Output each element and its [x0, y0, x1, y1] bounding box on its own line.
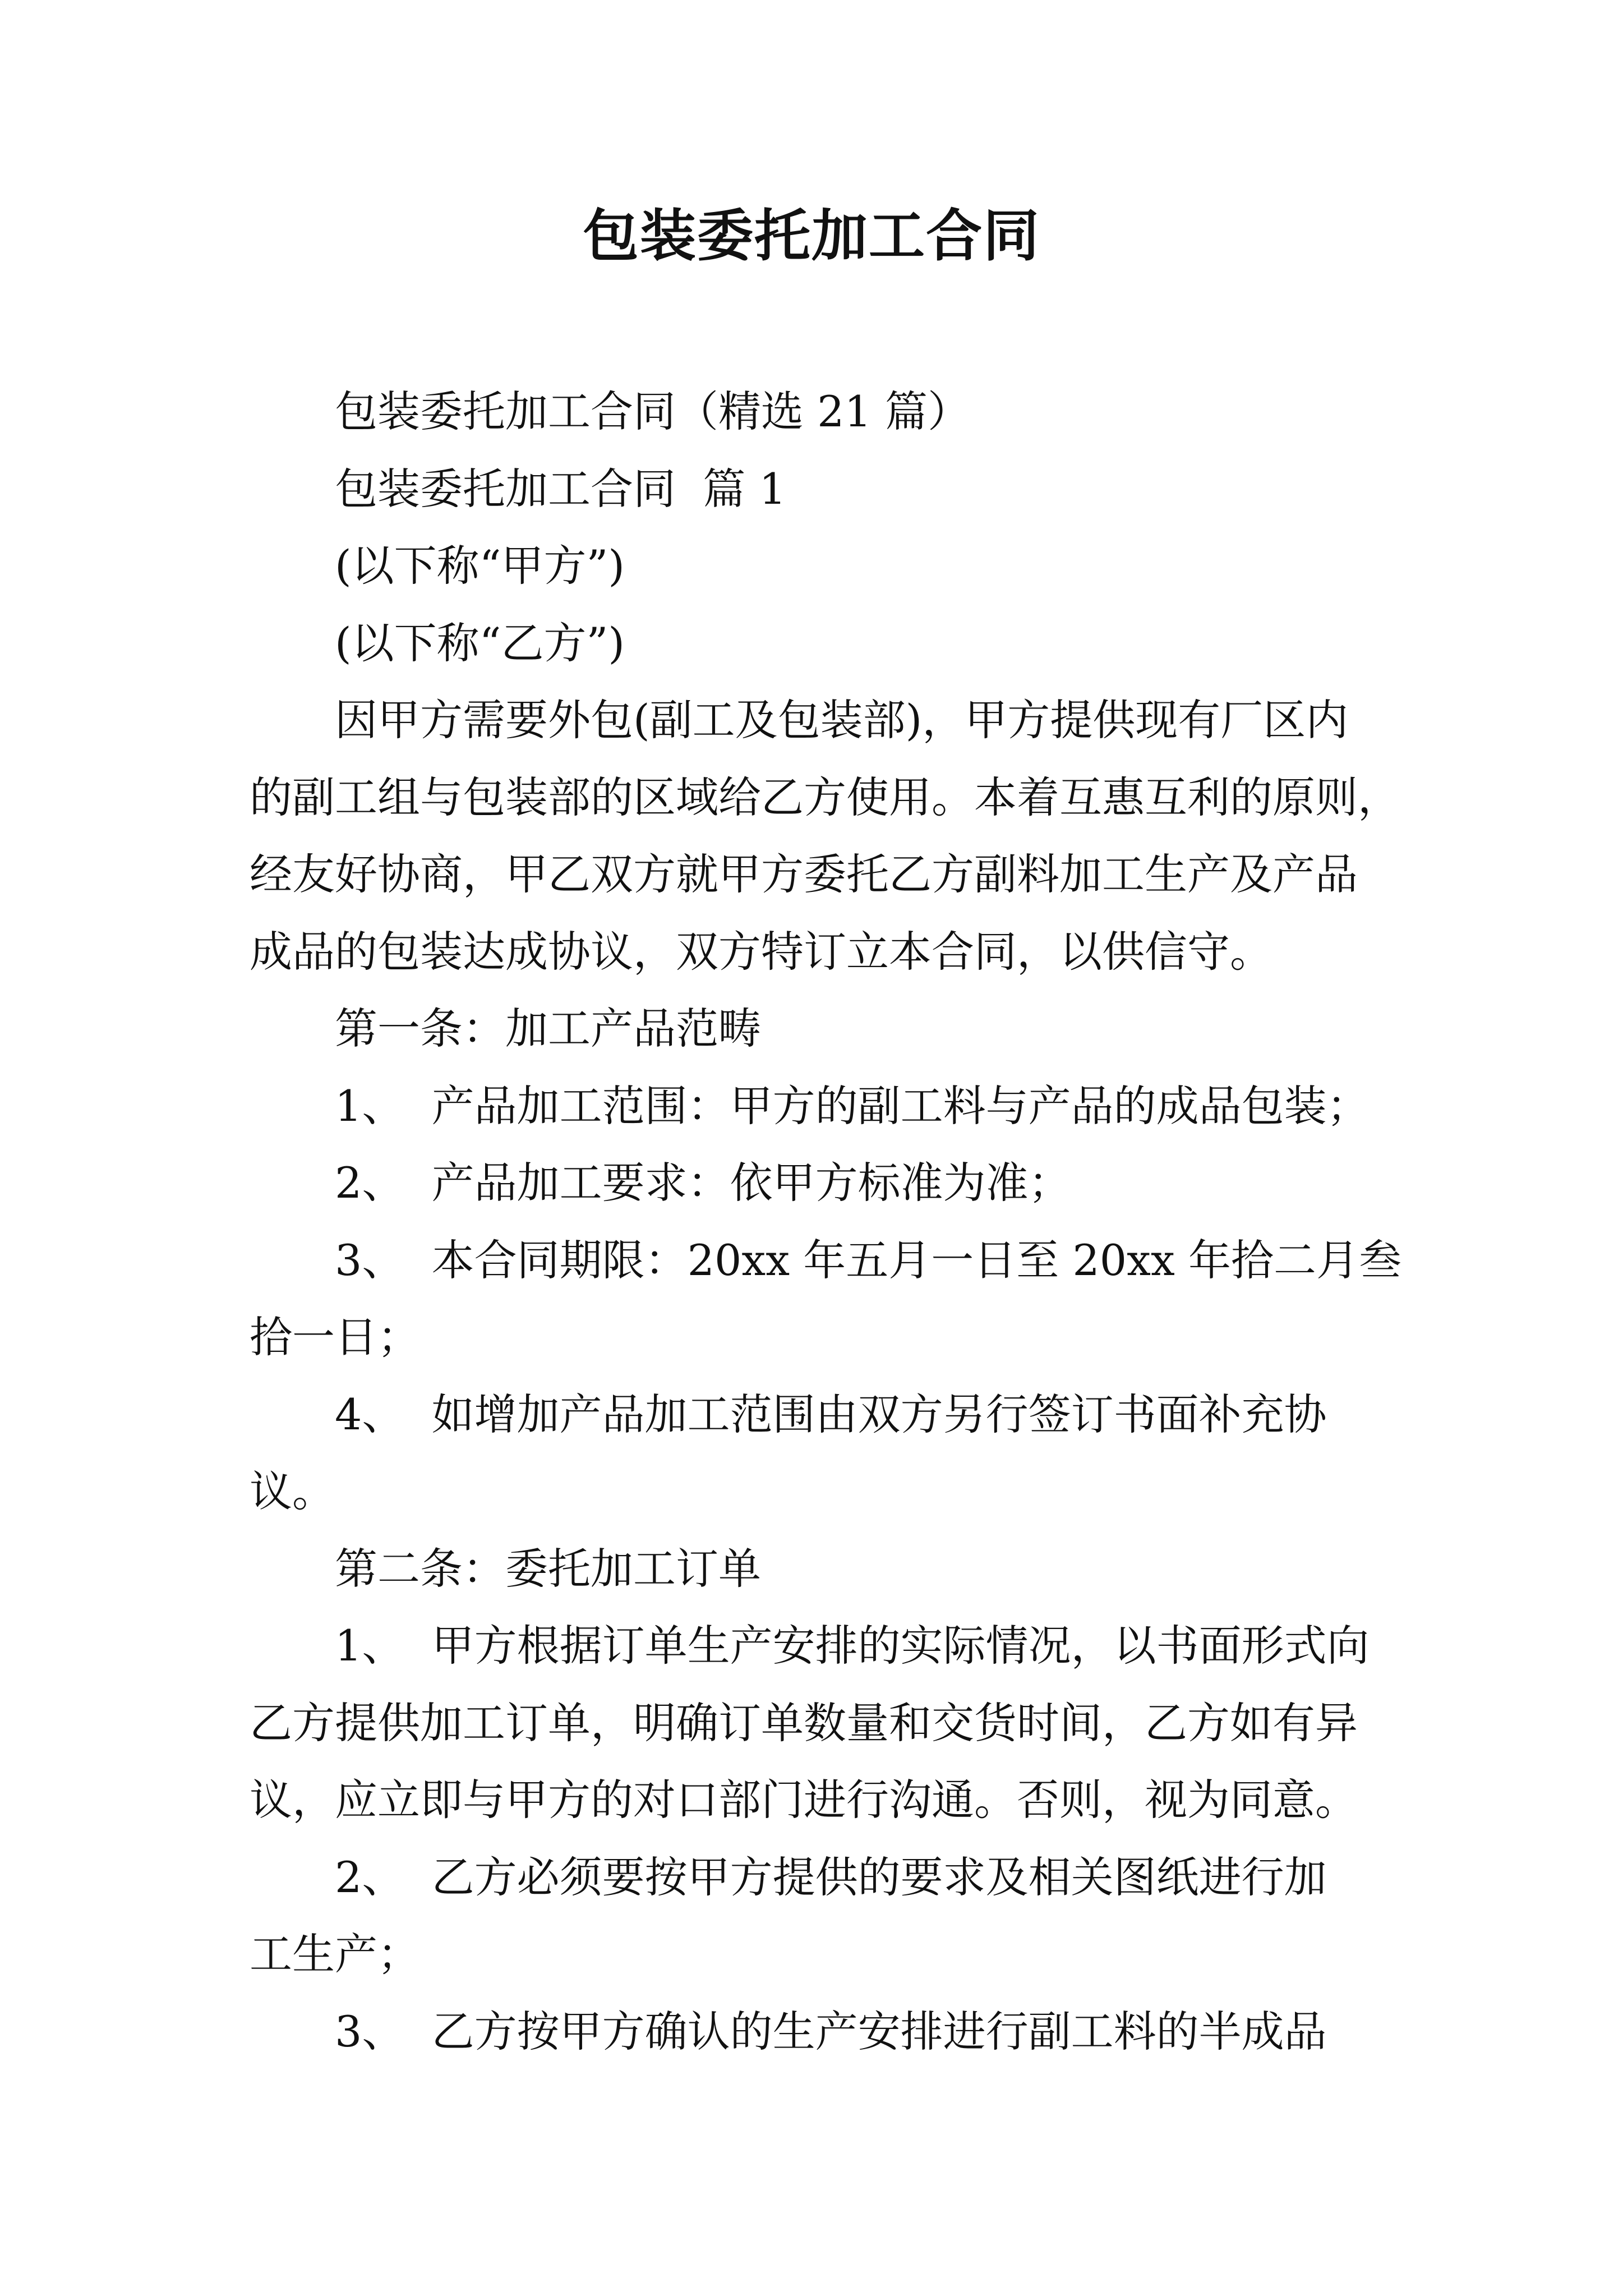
document-line — [250, 1376, 1382, 1453]
line-text: 拾一日； — [250, 1312, 420, 1362]
document-line — [250, 1068, 1382, 1145]
document-line — [250, 605, 1382, 682]
document-line — [250, 913, 1382, 991]
line-text: 2、 产品加工要求：依甲方标准为准； — [335, 1158, 1071, 1208]
document-line — [250, 1222, 1402, 1299]
line-text: 乙方提供加工订单，明确订单数量和交货时间，乙方如有异 — [250, 1697, 1358, 1748]
line-text: 因甲方需要外包(副工及包装部)，甲方提供现有厂区内 — [335, 695, 1349, 745]
document-line — [250, 1607, 1382, 1685]
line-text: 2、 乙方必须要按甲方提供的要求及相关图纸进行加 — [335, 1852, 1327, 1902]
line-text: 3、 乙方按甲方确认的生产安排进行副工料的半成品 — [335, 2006, 1327, 2056]
document-line — [250, 836, 1382, 913]
document-body — [250, 373, 1402, 2070]
line-text: 成品的包装达成协议，双方特订立本合同，以供信守。 — [250, 926, 1272, 977]
line-text: (以下称“乙方”) — [335, 618, 625, 668]
line-text: 1、 产品加工范围：甲方的副工料与产品的成品包装； — [335, 1080, 1370, 1131]
document-line — [250, 1761, 1382, 1839]
document-line — [250, 527, 1382, 605]
line-text: 的副工组与包装部的区域给乙方使用。本着互惠互利的原则， — [250, 772, 1400, 822]
line-text: 包装委托加工合同（精选 21 篇） — [335, 386, 971, 436]
line-text: 议，应立即与甲方的对口部门进行沟通。否则，视为同意。 — [250, 1775, 1358, 1825]
document-title: 包装委托加工合同 — [583, 203, 1040, 269]
document-line — [250, 373, 1382, 450]
document-line — [250, 682, 1382, 759]
line-text: 议。 — [250, 1466, 335, 1516]
document-line — [250, 1839, 1382, 1916]
document-line — [250, 1453, 1382, 1530]
line-text: 3、 本合同期限：20xx 年五月一日至 20xx 年拾二月叁 — [335, 1235, 1402, 1285]
line-text: 4、 如增加产品加工范围由双方另行签订书面补充协 — [335, 1389, 1327, 1439]
line-text: 1、 甲方根据订单生产安排的实际情况，以书面形式向 — [335, 1621, 1370, 1671]
document-line — [250, 990, 1382, 1068]
line-text: 第一条：加工产品范畴 — [335, 1004, 761, 1053]
document-line — [250, 1144, 1382, 1222]
document-line — [250, 450, 1382, 528]
document-line — [250, 1530, 1382, 1608]
document-line — [250, 1685, 1382, 1762]
document-line — [250, 759, 1400, 836]
document-line — [250, 1299, 1382, 1376]
document-line — [250, 1993, 1382, 2070]
line-text: 经友好协商，甲乙双方就甲方委托乙方副料加工生产及产品 — [250, 849, 1358, 899]
line-text: 包装委托加工合同 篇 1 — [335, 463, 786, 514]
document-line — [250, 1916, 1382, 1993]
line-text: 工生产； — [250, 1929, 420, 1979]
line-text: 第二条：委托加工订单 — [335, 1543, 761, 1594]
line-text: (以下称“甲方”) — [335, 541, 625, 591]
